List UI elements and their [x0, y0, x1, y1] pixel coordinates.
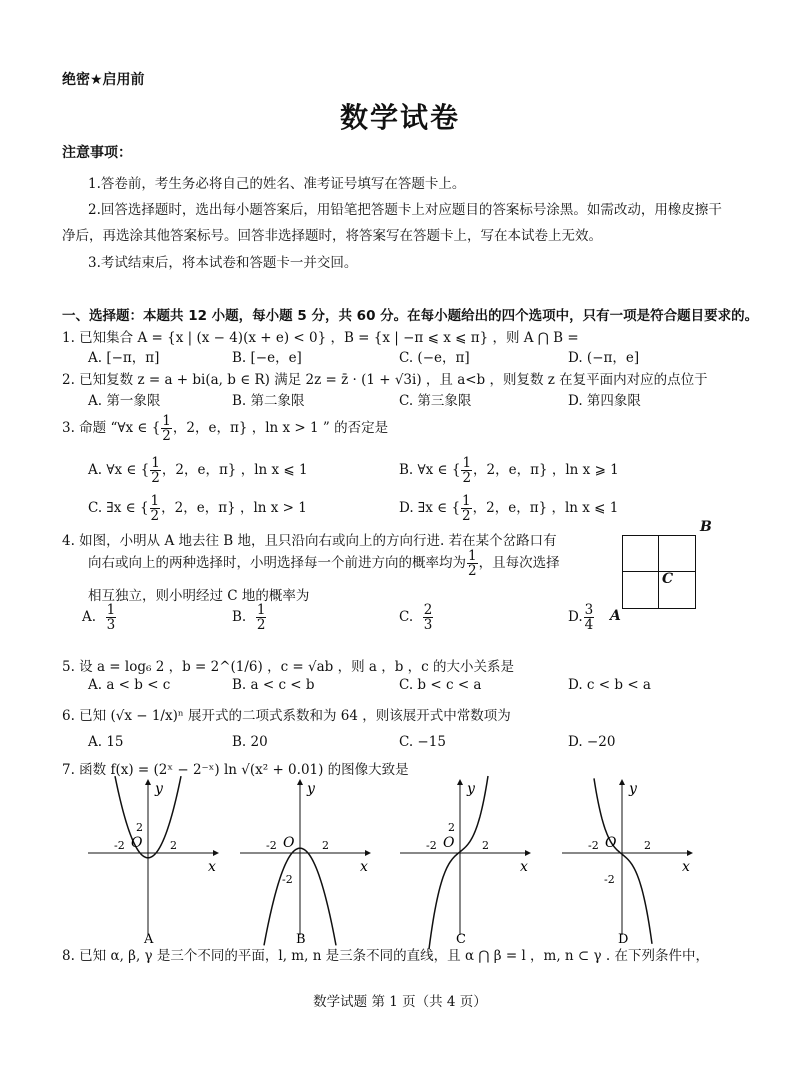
question-3-option-b: B. ∀x ∈ { $\frac{1}{2}$ ，2，e，π} ，ln x ⩾ 1 — [399, 455, 619, 487]
question-6-option-c: C. −15 — [399, 734, 446, 750]
question-1-option-b: B. [−e，e] — [232, 350, 302, 366]
tick-label-neg-2: -2 — [266, 839, 277, 852]
question-1-option-d: D. (−π，e] — [568, 350, 640, 366]
y-axis-label: y — [629, 781, 637, 797]
figure-point-a: A — [610, 608, 621, 624]
confidential-label: 绝密★启用前 — [62, 72, 145, 88]
question-2-option-d: D. 第四象限 — [568, 393, 641, 409]
x-axis-label: x — [208, 859, 216, 875]
notice-item-1: 1.答卷前，考生务必将自己的姓名、准考证号填写在答题卡上。 — [88, 176, 466, 192]
section-1-heading: 一、选择题：本题共 12 小题，每小题 5 分，共 60 分。在每小题给出的四个选项中，只有一项是符合题目要求的。 — [62, 308, 759, 324]
question-4-option-a: A. $\frac{1}{3}$ — [82, 602, 116, 634]
x-axis-label: x — [520, 859, 528, 875]
question-5-option-a: A. a < b < c — [88, 677, 171, 693]
tick-label-neg-2: -2 — [426, 839, 437, 852]
question-8-stem: 8. 已知 α, β, γ 是三个不同的平面，l, m, n 是三条不同的直线，且 α ⋂ β = l ，m, n ⊂ γ . 在下列条件中， — [62, 948, 709, 964]
y-tick-label: 2 — [448, 821, 455, 834]
y-tick-label: 2 — [136, 821, 143, 834]
question-5-option-d: D. c < b < a — [568, 677, 651, 693]
graph-option-label: D — [618, 932, 629, 947]
question-4-line-3: 相互独立，则小明经过 C 地的概率为 — [88, 588, 310, 604]
question-4-option-c: C. $\frac{2}{3}$ — [399, 602, 433, 634]
question-2-stem: 2. 已知复数 z = a + bi(a, b ∈ R) 满足 2z = z̄ · (1 + √3i) ，且 a<b ，则复数 z 在复平面内对应的点位于 — [62, 372, 708, 388]
function-curve — [594, 778, 652, 943]
graph-option-label: A — [144, 932, 154, 947]
figure-point-c: C — [662, 571, 674, 587]
question-6-option-d: D. −20 — [568, 734, 616, 750]
x-axis-label: x — [682, 859, 690, 875]
notice-heading: 注意事项： — [62, 145, 132, 161]
question-6-option-a: A. 15 — [88, 734, 124, 750]
question-1-option-a: A. [−π，π] — [88, 350, 160, 366]
question-6-stem: 6. 已知 (√x − 1/x)ⁿ 展开式的二项式系数和为 64 ，则该展开式中常数项为 — [62, 708, 511, 724]
question-1-stem: 1. 已知集合 A = {x | (x − 4)(x + e) < 0} ，B = {x | −π ⩽ x ⩽ π} ，则 A ⋂ B = — [62, 330, 579, 346]
origin-label: O — [131, 835, 143, 851]
question-3-option-a: A. ∀x ∈ { $\frac{1}{2}$ ，2，e，π} ，ln x ⩽ 1 — [88, 455, 308, 487]
tick-label-neg-2: -2 — [588, 839, 599, 852]
question-2-option-b: B. 第二象限 — [232, 393, 305, 409]
function-curve — [429, 776, 488, 949]
y-tick-label: -2 — [604, 873, 615, 886]
question-3-option-d: D. ∃x ∈ { $\frac{1}{2}$ ，2，e，π} ，ln x ⩽ 1 — [399, 493, 619, 525]
tick-label-2: 2 — [322, 839, 329, 852]
tick-label-2: 2 — [170, 839, 177, 852]
page-title: 数学试卷 — [339, 101, 460, 134]
question-5-option-c: C. b < c < a — [399, 677, 482, 693]
question-4-option-b: B. $\frac{1}{2}$ — [232, 602, 266, 634]
origin-label: O — [605, 835, 617, 851]
question-4-line-1: 4. 如图，小明从 A 地去往 B 地，且只沿向右或向上的方向行进. 若在某个岔路口有 — [62, 533, 557, 549]
tick-label-2: 2 — [644, 839, 651, 852]
notice-item-2-line-2: 净后，再选涂其他答案标号。回答非选择题时，将答案写在答题卡上，写在本试卷上无效。 — [62, 228, 602, 244]
graph-option-label: C — [456, 932, 466, 947]
tick-label-2: 2 — [482, 839, 489, 852]
y-tick-label: -2 — [282, 873, 293, 886]
figure-point-b: B — [700, 519, 712, 535]
question-5-option-b: B. a < c < b — [232, 677, 315, 693]
origin-label: O — [443, 835, 455, 851]
function-graphs-figure — [0, 775, 800, 950]
y-axis-label: y — [155, 781, 163, 797]
question-4-line-2: 向右或向上的两种选择时，小明选择每一个前进方向的概率均为 $\frac{1}{2}$ ，且每次选择 — [88, 548, 560, 580]
question-7-stem: 7. 函数 f(x) = (2ˣ − 2⁻ˣ) ln √(x² + 0.01) 的图像大致是 — [62, 762, 409, 778]
grid-horizontal-line — [623, 571, 695, 572]
notice-item-3: 3.考试结束后，将本试卷和答题卡一并交回。 — [88, 255, 358, 271]
grid-vertical-line — [658, 536, 659, 608]
tick-label-neg-2: -2 — [114, 839, 125, 852]
x-axis-label: x — [360, 859, 368, 875]
question-2-option-a: A. 第一象限 — [88, 393, 161, 409]
question-3-option-c: C. ∃x ∈ { $\frac{1}{2}$ ，2，e，π} ，ln x > 1 — [88, 493, 307, 525]
y-axis-label: y — [467, 781, 475, 797]
question-3-stem: 3. 命题 “∀x ∈ { $\frac{1}{2}$ ，2，e，π} ，ln x > 1 ” 的否定是 — [62, 413, 389, 445]
question-1-option-c: C. (−e，π] — [399, 350, 470, 366]
question-6-option-b: B. 20 — [232, 734, 268, 750]
y-axis-label: y — [307, 781, 315, 797]
graph-option-label: B — [296, 932, 306, 947]
notice-item-2-line-1: 2.回答选择题时，选出每小题答案后，用铅笔把答题卡上对应题目的答案标号涂黑。如需改动，用橡皮擦干 — [88, 202, 722, 218]
origin-label: O — [283, 835, 295, 851]
page-footer: 数学试题 第 1 页（共 4 页） — [313, 994, 487, 1010]
question-4-option-d: D. $\frac{3}{4}$ — [568, 602, 594, 634]
question-5-stem: 5. 设 a = log₆ 2 ，b = 2^(1/6) ，c = √ab ，则 a ，b ，c 的大小关系是 — [62, 659, 515, 675]
question-2-option-c: C. 第三象限 — [399, 393, 472, 409]
path-grid-figure — [622, 535, 696, 609]
